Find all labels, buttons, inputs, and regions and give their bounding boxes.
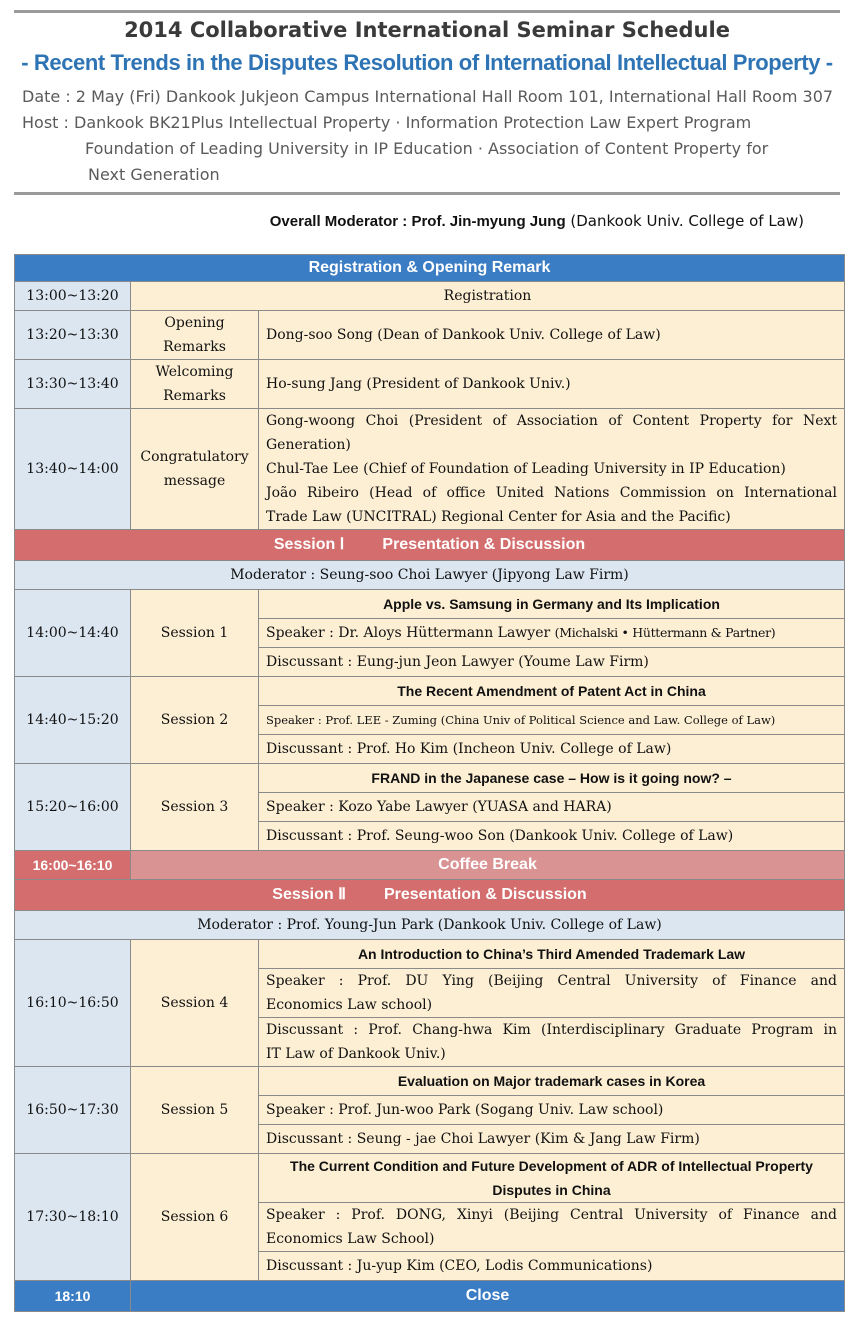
session-label: Session 3 <box>131 764 259 851</box>
time-cell: 13:40~14:00 <box>15 409 131 530</box>
host-line-1: Host : Dankook BK21Plus Intellectual Property · Information Protection Law Expert Program <box>22 113 752 132</box>
row-content: Ho-sung Jang (President of Dankook Univ.) <box>259 360 845 409</box>
time-cell: 16:10~16:50 <box>15 940 131 1067</box>
discussant-line: Discussant : Prof. Chang-hwa Kim (Interdisciplinary Graduate Program in <box>266 1022 837 1038</box>
speaker-cell: Speaker : Prof. Jun-woo Park (Sogang Univ. Law school) <box>259 1096 845 1125</box>
overall-moderator-affil: (Dankook Univ. College of Law) <box>570 212 804 230</box>
congrat-line: Chul-Tae Lee (Chief of Foundation of Leading University in IP Education) <box>266 461 786 477</box>
table-row <box>15 764 845 793</box>
time-cell: 15:20~16:00 <box>15 764 131 851</box>
session2-moderator: Moderator : Prof. Young-Jun Park (Dankook Univ. College of Law) <box>15 911 845 940</box>
time-cell: 17:30~18:10 <box>15 1154 131 1281</box>
page-subtitle: - Recent Trends in the Disputes Resolution of International Intellectual Property - <box>21 50 833 75</box>
moderator-row <box>15 561 845 590</box>
close-label: Close <box>131 1281 845 1312</box>
row-content <box>259 409 845 530</box>
coffee-label: Coffee Break <box>131 851 845 880</box>
topic-title: FRAND in the Japanese case – How is it going now? – <box>259 764 845 793</box>
speaker-cell <box>259 1203 845 1252</box>
session1-band <box>15 530 845 561</box>
row-label: Opening Remarks <box>131 311 259 360</box>
topic-line: Disputes in China <box>492 1182 611 1198</box>
overall-moderator <box>270 212 804 230</box>
speaker-cell: Speaker : Prof. LEE - Zuming (China Univ of Political Science and Law. College of Law) <box>259 706 845 735</box>
speaker-cell <box>259 619 845 648</box>
row-label: Welcoming Remarks <box>131 360 259 409</box>
header-bottom-rule <box>14 192 840 195</box>
moderator-row <box>15 911 845 940</box>
host-line-2: Foundation of Leading University in IP Education · Association of Content Property for <box>85 139 769 158</box>
session2-band <box>15 880 845 911</box>
speaker-cell: Speaker : Kozo Yabe Lawyer (YUASA and HARA) <box>259 793 845 822</box>
session2-band-desc: Presentation & Discussion <box>383 886 587 903</box>
session-label: Session 1 <box>131 590 259 677</box>
close-row <box>15 1281 845 1312</box>
session-label: Session 5 <box>131 1067 259 1154</box>
congrat-line: Gong-woong Choi (President of Association of Content Property for Next <box>266 413 837 429</box>
session1-band-row <box>15 530 845 561</box>
overall-moderator-label: Overall Moderator : Prof. Jin-myung Jung <box>269 213 566 230</box>
table-row <box>15 677 845 706</box>
speaker-line: Economics Law school) <box>266 997 433 1013</box>
coffee-time: 16:00~16:10 <box>15 851 131 880</box>
discussant-cell: Discussant : Seung - jae Choi Lawyer (Kim & Jang Law Firm) <box>259 1125 845 1154</box>
topic-title: Evaluation on Major trademark cases in Korea <box>259 1067 845 1096</box>
table-row <box>15 282 845 311</box>
discussant-cell: Discussant : Prof. Ho Kim (Incheon Univ. College of Law) <box>259 735 845 764</box>
session1-band-desc: Presentation & Discussion <box>382 536 586 553</box>
table-row <box>15 311 845 360</box>
table-row <box>15 590 845 619</box>
session-label: Session 6 <box>131 1154 259 1281</box>
discussant-cell: Discussant : Ju-yup Kim (CEO, Lodis Communications) <box>259 1252 845 1281</box>
schedule-table <box>14 254 845 1312</box>
time-cell: 13:00~13:20 <box>15 282 131 311</box>
session2-band-title: Session Ⅱ <box>272 886 346 903</box>
coffee-row <box>15 851 845 880</box>
topic-title: The Recent Amendment of Patent Act in China <box>259 677 845 706</box>
row-label: Congratulatory message <box>131 409 259 530</box>
topic-title: An Introduction to China’s Third Amended Trademark Law <box>259 940 845 969</box>
discussant-cell: Discussant : Prof. Seung-woo Son (Dankook Univ. College of Law) <box>259 822 845 851</box>
time-cell: 13:30~13:40 <box>15 360 131 409</box>
speaker-cell <box>259 969 845 1018</box>
table-row <box>15 1154 845 1203</box>
session-label: Session 4 <box>131 940 259 1067</box>
date-line: Date : 2 May (Fri) Dankook Jukjeon Campus International Hall Room 101, International Hall Room 307 <box>22 87 834 106</box>
speaker-line: Economics Law School) <box>266 1231 435 1247</box>
table-row <box>15 409 845 530</box>
time-cell: 14:00~14:40 <box>15 590 131 677</box>
topic-title: Apple vs. Samsung in Germany and Its Implication <box>259 590 845 619</box>
congrat-line: Trade Law (UNCITRAL) Regional Center for Asia and the Pacific) <box>266 509 731 525</box>
table-row <box>15 1067 845 1096</box>
topic-line: The Current Condition and Future Development of ADR of Intellectual Property <box>290 1158 813 1174</box>
discussant-cell: Discussant : Eung-jun Jeon Lawyer (Youme Law Firm) <box>259 648 845 677</box>
topic-title <box>259 1154 845 1203</box>
speaker-affil: (Michalski • Hüttermann & Partner) <box>554 625 776 640</box>
opening-band-row <box>15 255 845 282</box>
registration-cell: Registration <box>131 282 845 311</box>
discussant-line: IT Law of Dankook Univ.) <box>266 1046 446 1062</box>
close-time: 18:10 <box>15 1281 131 1312</box>
speaker-line: Speaker : Prof. DONG, Xinyi (Beijing Central University of Finance and <box>266 1207 837 1223</box>
table-row <box>15 940 845 969</box>
header-top-rule <box>14 10 840 13</box>
congrat-line: Generation) <box>266 437 351 453</box>
congrat-line: João Ribeiro (Head of office United Nations Commission on International <box>266 485 837 501</box>
session2-band-row <box>15 880 845 911</box>
session-label: Session 2 <box>131 677 259 764</box>
speaker-line: Speaker : Prof. DU Ying (Beijing Central University of Finance and <box>266 973 837 989</box>
opening-band: Registration & Opening Remark <box>15 255 845 282</box>
time-cell: 13:20~13:30 <box>15 311 131 360</box>
speaker-text: Speaker : Dr. Aloys Hüttermann Lawyer <box>266 625 551 641</box>
session1-moderator: Moderator : Seung-soo Choi Lawyer (Jipyong Law Firm) <box>15 561 845 590</box>
row-content: Dong-soo Song (Dean of Dankook Univ. College of Law) <box>259 311 845 360</box>
table-row <box>15 360 845 409</box>
session1-band-title: Session Ⅰ <box>273 536 345 553</box>
page-title: 2014 Collaborative International Seminar Schedule <box>124 18 730 42</box>
host-line-3: Next Generation <box>88 165 220 184</box>
time-cell: 14:40~15:20 <box>15 677 131 764</box>
time-cell: 16:50~17:30 <box>15 1067 131 1154</box>
discussant-cell <box>259 1018 845 1067</box>
